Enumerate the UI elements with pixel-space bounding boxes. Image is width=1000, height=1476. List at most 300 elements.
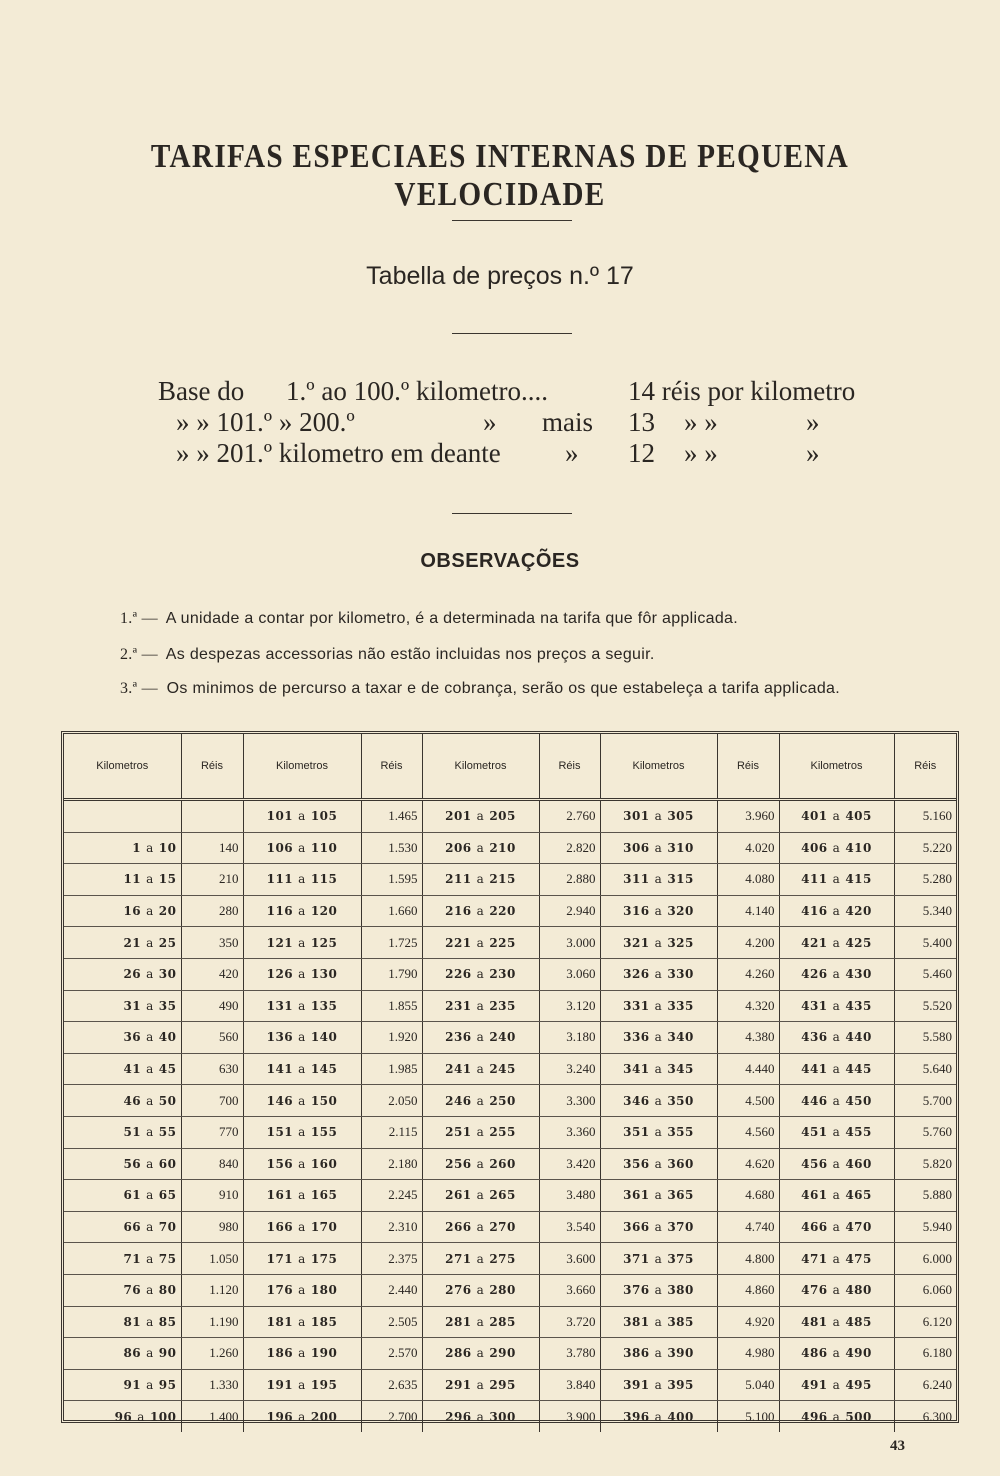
km-to: 105 xyxy=(310,809,338,824)
km-to: 415 xyxy=(845,872,872,887)
km-range-cell xyxy=(64,1369,181,1401)
km-range-cell xyxy=(64,1243,181,1275)
reis-cell: 2.700 xyxy=(361,1401,422,1432)
column-header-kilometros: Kilometros xyxy=(422,734,539,800)
km-to: 310 xyxy=(667,840,694,855)
km-range-cell xyxy=(779,958,894,990)
km-range-cell xyxy=(64,832,181,864)
divider-rule xyxy=(452,220,572,221)
km-range-cell xyxy=(64,1274,181,1306)
reis-cell: 1.920 xyxy=(361,1022,422,1054)
reis-cell: 5.460 xyxy=(894,958,956,990)
km-to: 10 xyxy=(158,840,177,855)
km-range-cell xyxy=(243,990,361,1022)
reis-cell: 4.440 xyxy=(717,1053,779,1085)
km-from: 306 xyxy=(623,840,650,855)
km-from: 71 xyxy=(123,1251,142,1266)
km-connector: a xyxy=(654,1283,663,1298)
km-range-cell xyxy=(243,927,361,959)
km-to: 405 xyxy=(845,809,872,824)
reis-cell: 1.190 xyxy=(181,1306,243,1338)
km-connector: a xyxy=(476,1314,485,1329)
base-row3-ditto: » xyxy=(565,438,579,468)
km-from: 401 xyxy=(801,809,828,824)
km-connector: a xyxy=(476,1125,485,1140)
km-connector: a xyxy=(298,872,306,887)
km-to: 200 xyxy=(310,1409,338,1424)
km-connector: a xyxy=(476,967,485,982)
km-connector: a xyxy=(476,1062,485,1077)
km-connector: a xyxy=(832,1346,841,1361)
reis-cell: 980 xyxy=(181,1211,243,1243)
km-from: 376 xyxy=(623,1283,650,1298)
km-connector: a xyxy=(146,1093,154,1108)
table-row xyxy=(64,1401,956,1432)
km-range-cell xyxy=(779,1338,894,1370)
km-to: 175 xyxy=(310,1251,338,1266)
column-header-reis: Réis xyxy=(717,734,779,800)
observation-text: Os minimos de percurso a taxar e de cobrança, serão os que estabeleça a tarifa applicada. xyxy=(166,680,840,697)
reis-cell: 5.400 xyxy=(894,927,956,959)
km-to: 470 xyxy=(845,1220,872,1235)
base-row1-rate: 14 réis por kilometro xyxy=(628,376,856,406)
km-from: 311 xyxy=(623,872,650,887)
km-connector: a xyxy=(654,840,663,855)
table-row xyxy=(64,895,956,927)
km-connector: a xyxy=(146,967,154,982)
reis-cell: 1.985 xyxy=(361,1053,422,1085)
km-to: 400 xyxy=(667,1409,694,1424)
observation-item xyxy=(120,646,940,664)
km-to: 270 xyxy=(489,1220,516,1235)
km-connector: a xyxy=(654,935,663,950)
km-to: 315 xyxy=(667,872,694,887)
km-from: 246 xyxy=(445,1093,472,1108)
km-to: 190 xyxy=(310,1346,338,1361)
km-range-cell xyxy=(243,1401,361,1432)
km-from: 66 xyxy=(123,1220,142,1235)
km-range-cell xyxy=(422,1401,539,1432)
km-from: 16 xyxy=(123,904,142,919)
base-row2-ditto-marks: » » xyxy=(684,407,718,437)
km-to: 65 xyxy=(158,1188,177,1203)
km-connector: a xyxy=(654,1409,663,1424)
reis-cell: 4.920 xyxy=(717,1306,779,1338)
table-row xyxy=(64,864,956,896)
km-to: 90 xyxy=(158,1346,177,1361)
km-range-cell xyxy=(779,895,894,927)
km-connector: a xyxy=(298,1220,306,1235)
km-to: 300 xyxy=(489,1409,516,1424)
base-row2-range: » » 101.º » 200.º xyxy=(176,407,355,437)
km-from: 486 xyxy=(801,1346,828,1361)
reis-cell: 1.595 xyxy=(361,864,422,896)
km-range-cell xyxy=(600,1274,717,1306)
km-to: 245 xyxy=(489,1062,516,1077)
km-from: 111 xyxy=(266,872,294,887)
km-connector: a xyxy=(654,1030,663,1045)
km-connector: a xyxy=(654,1346,663,1361)
km-range-cell xyxy=(600,832,717,864)
km-from: 226 xyxy=(445,967,472,982)
km-connector: a xyxy=(654,998,663,1013)
reis-cell: 4.620 xyxy=(717,1148,779,1180)
km-to: 250 xyxy=(489,1093,516,1108)
reis-cell: 1.330 xyxy=(181,1369,243,1401)
km-range-cell xyxy=(779,1180,894,1212)
km-to: 280 xyxy=(489,1283,516,1298)
km-range-cell xyxy=(779,1274,894,1306)
table-row xyxy=(64,927,956,959)
reis-cell: 1.725 xyxy=(361,927,422,959)
column-header-reis: Réis xyxy=(361,734,422,800)
km-to: 460 xyxy=(845,1156,872,1171)
km-from: 416 xyxy=(801,904,828,919)
km-connector: a xyxy=(832,935,841,950)
km-connector: a xyxy=(146,840,154,855)
km-range-cell xyxy=(422,1180,539,1212)
table-row xyxy=(64,800,956,833)
observation-text: A unidade a contar por kilometro, é a determinada na tarifa que fôr applicada. xyxy=(165,610,738,627)
km-connector: a xyxy=(654,872,663,887)
km-range-cell xyxy=(64,1053,181,1085)
reis-cell: 5.220 xyxy=(894,832,956,864)
km-to: 30 xyxy=(158,967,177,982)
km-from: 406 xyxy=(801,840,828,855)
km-from: 41 xyxy=(123,1062,142,1077)
km-from: 276 xyxy=(445,1283,472,1298)
km-from: 51 xyxy=(123,1125,142,1140)
reis-cell: 2.180 xyxy=(361,1148,422,1180)
km-range-cell xyxy=(600,1085,717,1117)
km-from: 31 xyxy=(123,998,142,1013)
km-to: 205 xyxy=(489,809,516,824)
km-range-cell xyxy=(600,1116,717,1148)
km-from: 256 xyxy=(445,1156,472,1171)
km-range-cell xyxy=(422,1085,539,1117)
reis-cell: 5.640 xyxy=(894,1053,956,1085)
km-from: 106 xyxy=(266,840,294,855)
reis-cell: 4.560 xyxy=(717,1116,779,1148)
km-range-cell xyxy=(600,1180,717,1212)
km-range-cell xyxy=(422,990,539,1022)
reis-cell: 1.465 xyxy=(361,800,422,833)
km-from: 46 xyxy=(123,1093,142,1108)
km-to: 100 xyxy=(149,1409,177,1424)
reis-cell: 5.100 xyxy=(717,1401,779,1432)
table-row xyxy=(64,832,956,864)
km-from: 206 xyxy=(445,840,472,855)
km-to: 465 xyxy=(845,1188,872,1203)
km-to: 445 xyxy=(845,1062,872,1077)
reis-cell: 1.855 xyxy=(361,990,422,1022)
reis-cell: 2.635 xyxy=(361,1369,422,1401)
km-range-cell xyxy=(64,1211,181,1243)
km-to: 25 xyxy=(158,935,177,950)
km-from: 446 xyxy=(801,1093,828,1108)
km-from: 136 xyxy=(266,1030,294,1045)
km-range-cell xyxy=(243,1116,361,1148)
km-connector: a xyxy=(476,1188,485,1203)
km-range-cell xyxy=(779,1306,894,1338)
km-from: 221 xyxy=(445,935,472,950)
reis-cell: 4.500 xyxy=(717,1085,779,1117)
km-to: 285 xyxy=(489,1314,516,1329)
km-connector: a xyxy=(146,1377,154,1392)
km-connector: a xyxy=(146,1251,154,1266)
km-connector: a xyxy=(146,872,154,887)
km-connector: a xyxy=(476,1251,485,1266)
km-to: 345 xyxy=(667,1062,694,1077)
km-to: 110 xyxy=(310,840,338,855)
km-to: 430 xyxy=(845,967,872,982)
km-from: 451 xyxy=(801,1125,828,1140)
km-to: 320 xyxy=(667,904,694,919)
km-to: 95 xyxy=(158,1377,177,1392)
km-from: 326 xyxy=(623,967,650,982)
reis-cell: 5.520 xyxy=(894,990,956,1022)
reis-cell: 5.820 xyxy=(894,1148,956,1180)
reis-cell: 6.000 xyxy=(894,1243,956,1275)
km-connector: a xyxy=(476,872,485,887)
km-to: 40 xyxy=(158,1030,177,1045)
table-row xyxy=(64,1022,956,1054)
reis-cell: 4.740 xyxy=(717,1211,779,1243)
reis-cell: 1.400 xyxy=(181,1401,243,1432)
km-from: 341 xyxy=(623,1062,650,1077)
km-range-cell xyxy=(779,1369,894,1401)
reis-cell: 350 xyxy=(181,927,243,959)
km-connector: a xyxy=(654,809,663,824)
reis-cell: 3.060 xyxy=(539,958,600,990)
km-range-cell xyxy=(600,1338,717,1370)
km-connector: a xyxy=(298,935,306,950)
km-connector: a xyxy=(832,1093,841,1108)
observation-number: 3.ª — xyxy=(120,680,158,697)
km-to: 130 xyxy=(310,967,338,982)
km-range-cell xyxy=(64,1022,181,1054)
km-connector: a xyxy=(654,1314,663,1329)
km-to: 425 xyxy=(845,935,872,950)
km-connector: a xyxy=(654,1062,663,1077)
km-connector: a xyxy=(146,998,154,1013)
km-range-cell xyxy=(243,1306,361,1338)
km-range-cell xyxy=(600,990,717,1022)
km-from: 366 xyxy=(623,1220,650,1235)
reis-cell: 2.050 xyxy=(361,1085,422,1117)
km-from: 166 xyxy=(266,1220,294,1235)
km-connector: a xyxy=(654,1220,663,1235)
reis-cell: 1.530 xyxy=(361,832,422,864)
km-from: 191 xyxy=(266,1377,294,1392)
km-range-cell xyxy=(64,990,181,1022)
km-from: 181 xyxy=(266,1314,294,1329)
km-from: 346 xyxy=(623,1093,650,1108)
km-to: 70 xyxy=(158,1220,177,1235)
km-to: 80 xyxy=(158,1283,177,1298)
km-connector: a xyxy=(298,1156,306,1171)
reis-cell: 6.240 xyxy=(894,1369,956,1401)
divider-rule xyxy=(452,513,572,514)
km-to: 120 xyxy=(310,904,338,919)
km-from: 351 xyxy=(623,1125,650,1140)
km-from: 396 xyxy=(623,1409,650,1424)
km-range-cell xyxy=(779,832,894,864)
km-from: 421 xyxy=(801,935,828,950)
reis-cell: 280 xyxy=(181,895,243,927)
km-to: 50 xyxy=(158,1093,177,1108)
km-connector: a xyxy=(654,967,663,982)
km-to: 125 xyxy=(310,935,338,950)
km-range-cell xyxy=(64,864,181,896)
km-to: 335 xyxy=(667,998,694,1013)
table-row xyxy=(64,1116,956,1148)
km-to: 60 xyxy=(158,1156,177,1171)
km-from: 36 xyxy=(123,1030,142,1045)
km-range-cell xyxy=(422,832,539,864)
km-connector: a xyxy=(298,1314,306,1329)
km-to: 225 xyxy=(489,935,516,950)
observation-text: As despezas accessorias não estão incluidas nos preços a seguir. xyxy=(165,646,655,663)
km-from: 101 xyxy=(266,809,294,824)
km-to: 145 xyxy=(310,1062,338,1077)
km-from: 461 xyxy=(801,1188,828,1203)
km-to: 290 xyxy=(489,1346,516,1361)
km-to: 215 xyxy=(489,872,516,887)
km-to: 475 xyxy=(845,1251,872,1266)
reis-cell: 3.300 xyxy=(539,1085,600,1117)
km-from: 186 xyxy=(266,1346,294,1361)
reis-cell: 3.420 xyxy=(539,1148,600,1180)
reis-cell: 4.080 xyxy=(717,864,779,896)
page-number: 43 xyxy=(890,1438,905,1454)
observation-item xyxy=(120,610,940,628)
km-from: 321 xyxy=(623,935,650,950)
km-from: 161 xyxy=(266,1188,294,1203)
reis-cell: 4.800 xyxy=(717,1243,779,1275)
km-range-cell xyxy=(64,800,181,833)
km-connector: a xyxy=(832,1377,841,1392)
km-from: 381 xyxy=(623,1314,650,1329)
km-from: 56 xyxy=(123,1156,142,1171)
km-range-cell xyxy=(600,1053,717,1085)
km-from: 121 xyxy=(266,935,294,950)
km-range-cell xyxy=(64,1338,181,1370)
km-connector: a xyxy=(146,1156,154,1171)
km-to: 140 xyxy=(310,1030,338,1045)
reis-cell: 2.310 xyxy=(361,1211,422,1243)
reis-cell: 2.820 xyxy=(539,832,600,864)
km-range-cell xyxy=(64,927,181,959)
km-range-cell xyxy=(779,800,894,833)
km-range-cell xyxy=(779,864,894,896)
reis-cell: 5.880 xyxy=(894,1180,956,1212)
km-to: 380 xyxy=(667,1283,694,1298)
km-range-cell xyxy=(243,1369,361,1401)
km-from: 146 xyxy=(266,1093,294,1108)
reis-cell: 4.680 xyxy=(717,1180,779,1212)
column-header-reis: Réis xyxy=(894,734,956,800)
km-from: 431 xyxy=(801,998,828,1013)
reis-cell: 5.340 xyxy=(894,895,956,927)
km-from: 211 xyxy=(445,872,472,887)
km-range-cell xyxy=(600,1022,717,1054)
km-range-cell xyxy=(64,1306,181,1338)
km-range-cell xyxy=(422,895,539,927)
km-connector: a xyxy=(832,809,841,824)
km-range-cell xyxy=(422,1243,539,1275)
km-connector: a xyxy=(298,1377,306,1392)
km-connector: a xyxy=(832,1030,841,1045)
km-to: 495 xyxy=(845,1377,872,1392)
km-connector: a xyxy=(832,1409,841,1424)
reis-cell: 1.260 xyxy=(181,1338,243,1370)
km-connector: a xyxy=(298,967,306,982)
km-connector: a xyxy=(146,1283,154,1298)
column-header-kilometros: Kilometros xyxy=(243,734,361,800)
page-heading: TARIFAS ESPECIAES INTERNAS DE PEQUENA VELOCIDADE xyxy=(150,138,850,213)
column-header-kilometros: Kilometros xyxy=(64,734,181,800)
km-from: 296 xyxy=(445,1409,472,1424)
km-connector: a xyxy=(298,1251,306,1266)
km-connector: a xyxy=(476,1156,485,1171)
km-from: 471 xyxy=(801,1251,828,1266)
reis-cell: 3.000 xyxy=(539,927,600,959)
km-from: 386 xyxy=(623,1346,650,1361)
km-from: 291 xyxy=(445,1377,472,1392)
reis-cell: 6.300 xyxy=(922,1408,952,1424)
km-range-cell xyxy=(243,1180,361,1212)
km-connector: a xyxy=(298,904,306,919)
km-range-cell xyxy=(779,1148,894,1180)
reis-cell: 770 xyxy=(181,1116,243,1148)
base-row2-rate: 13 xyxy=(628,407,655,437)
table-row xyxy=(64,1306,956,1338)
km-connector: a xyxy=(832,904,841,919)
table-row xyxy=(64,1243,956,1275)
table-row xyxy=(64,1369,956,1401)
km-to: 440 xyxy=(845,1030,872,1045)
reis-cell: 210 xyxy=(181,864,243,896)
km-range-cell xyxy=(64,1180,181,1212)
km-connector: a xyxy=(832,1156,841,1171)
km-from: 241 xyxy=(445,1062,472,1077)
km-from: 361 xyxy=(623,1188,650,1203)
km-range-cell xyxy=(600,1243,717,1275)
km-from: 61 xyxy=(123,1188,142,1203)
km-from: 131 xyxy=(266,998,294,1013)
km-connector: a xyxy=(298,1409,306,1424)
column-header-reis: Réis xyxy=(181,734,243,800)
divider-rule xyxy=(452,333,572,334)
km-to: 230 xyxy=(489,967,516,982)
reis-cell: 2.760 xyxy=(539,800,600,833)
km-from: 91 xyxy=(123,1377,142,1392)
reis-cell: 3.780 xyxy=(539,1338,600,1370)
km-connector: a xyxy=(832,967,841,982)
km-connector: a xyxy=(654,1125,663,1140)
km-range-cell xyxy=(779,1401,894,1432)
reis-cell: 2.115 xyxy=(361,1116,422,1148)
table-row xyxy=(64,1211,956,1243)
reis-cell: 6.120 xyxy=(894,1306,956,1338)
km-from: 126 xyxy=(266,967,294,982)
reis-cell: 1.120 xyxy=(181,1274,243,1306)
km-range-cell xyxy=(600,927,717,959)
km-from: 116 xyxy=(266,904,294,919)
km-range-cell xyxy=(779,1116,894,1148)
km-to: 260 xyxy=(489,1156,516,1171)
